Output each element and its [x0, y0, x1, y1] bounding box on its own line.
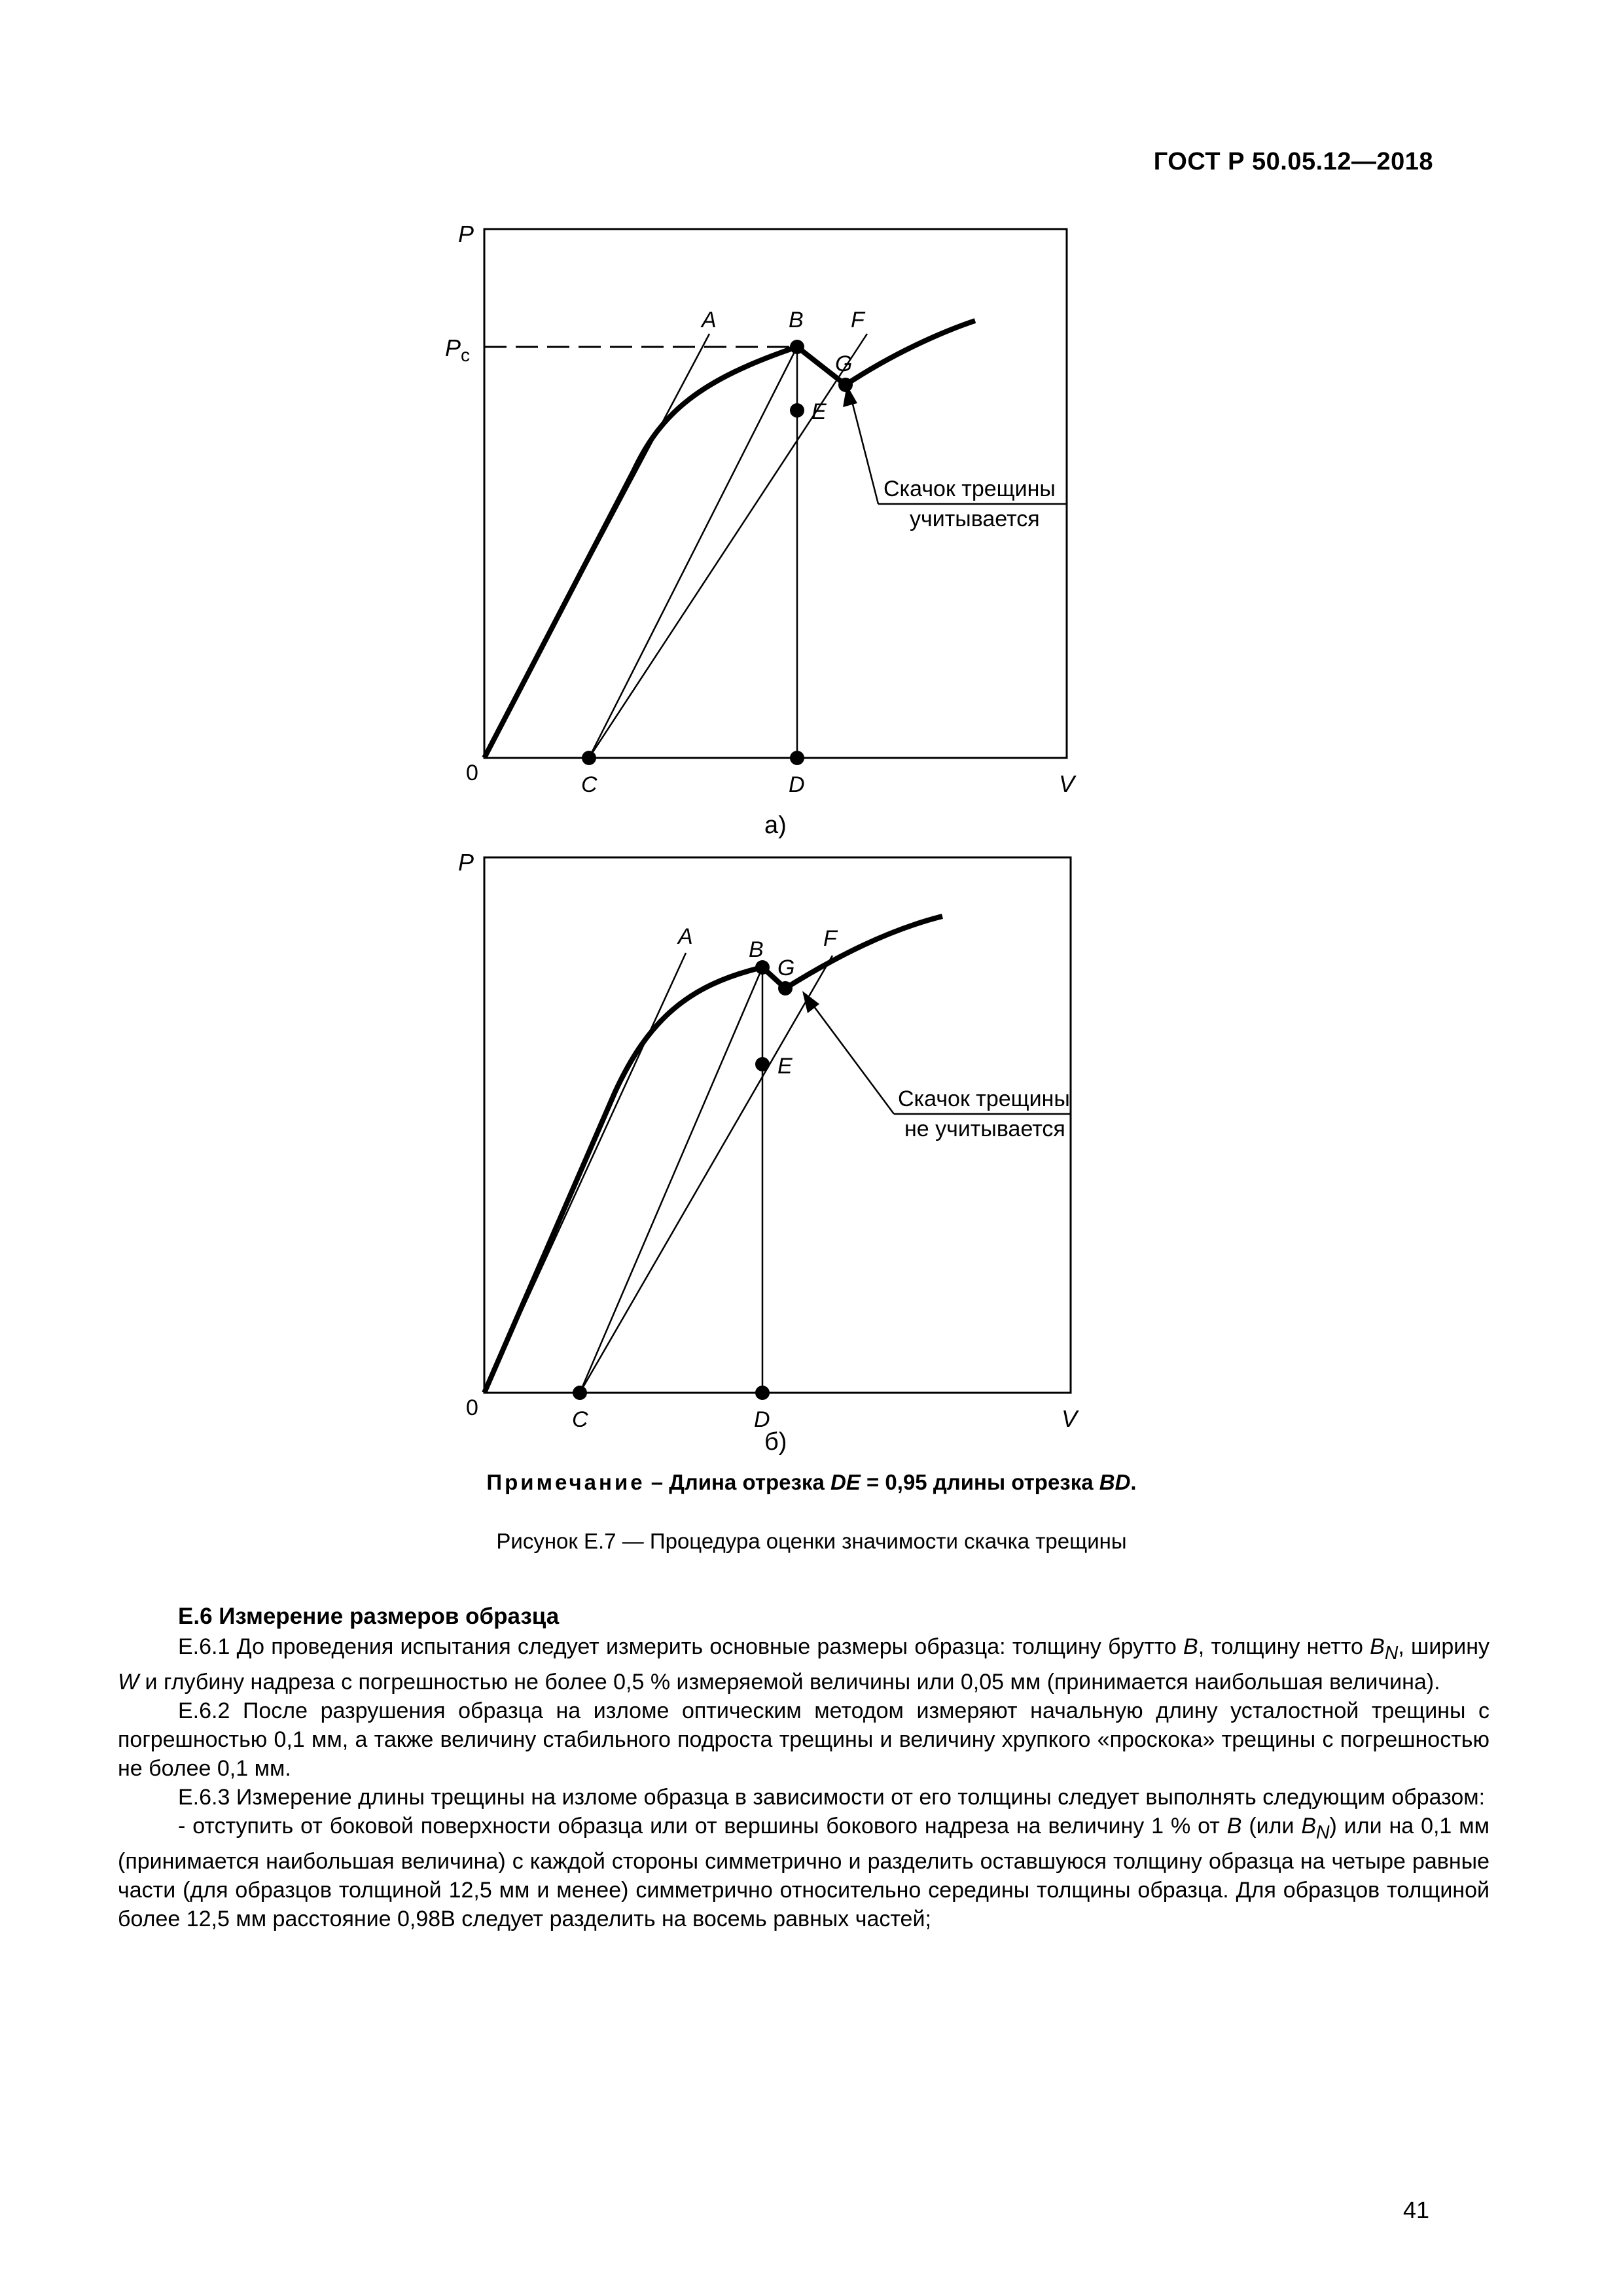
figure-panel-b	[432, 844, 1139, 1427]
x-axis-label: V	[1061, 1405, 1078, 1427]
line-CB	[589, 347, 797, 758]
point-B	[790, 340, 804, 354]
point-D	[790, 751, 804, 765]
callout-line-1: Скачок трещины	[898, 1086, 1070, 1111]
panel-a-sublabel: а)	[764, 812, 787, 839]
figure-note: Примечание – Длина отрезка DE = 0,95 длины отрезка BD.	[486, 1470, 1137, 1494]
line-CF	[589, 334, 867, 758]
label-E: E	[777, 1054, 793, 1079]
y-axis-label: P	[458, 849, 474, 876]
label-G: G	[835, 351, 853, 376]
standard-header: ГОСТ Р 50.05.12—2018	[1153, 148, 1433, 175]
callout-line-2: учитывается	[910, 507, 1040, 531]
paragraph-e6-3-item: - отступить от боковой поверхности образца или от вершины бокового надреза на величину 1 % от B (или $B_N$) или на 0,1 мм (принимается наибольшая величина) с каждой стороны симметрично и разделить оставшуюся толщину образца на четыре равные части (для образцов толщиной 12,5 мм и менее) симметрично относительно середины толщины образца. Для образцов толщиной более 12,5 мм расстояние 0,98В следует разделить на восемь равных частей;	[118, 1813, 1489, 1931]
label-E: E	[812, 399, 827, 424]
panel-b-sublabel: б)	[764, 1428, 787, 1456]
point-G	[778, 981, 793, 996]
label-B: B	[789, 308, 804, 332]
point-B	[755, 960, 770, 975]
pc-label: $P_c$	[445, 334, 471, 365]
x-axis-label: V	[1059, 770, 1075, 797]
point-E	[755, 1057, 770, 1071]
callout-line-2: не учитывается	[904, 1117, 1065, 1141]
origin-label: 0	[466, 761, 478, 785]
origin-label: 0	[466, 1395, 478, 1420]
label-D: D	[754, 1407, 770, 1427]
load-curve	[484, 321, 975, 758]
load-curve	[484, 916, 942, 1393]
label-A: A	[678, 924, 693, 949]
line-CB	[580, 967, 762, 1393]
point-C	[573, 1386, 587, 1400]
paragraph-e6-1: Е.6.1 До проведения испытания следует измерить основные размеры образца: толщину брутто B, толщину нетто $B_N$, ширину W и глубину надреза с погрешностью не более 0,5 % измеряемой величины или 0,05 мм (принимается наибольшая величина).	[118, 1634, 1489, 1695]
line-CF	[580, 956, 832, 1393]
label-C: C	[581, 772, 597, 797]
callout-leader	[810, 1001, 894, 1114]
figure-panel-a	[432, 216, 1139, 805]
paragraph-e6-2: Е.6.2 После разрушения образца на изломе оптическим методом измеряют начальную длину усталостной трещины с погрешностью 0,1 мм, а также величину стабильного подроста трещины и величину хрупкого «проскока» трещины с погрешностью не более 0,1 мм.	[118, 1698, 1489, 1781]
y-axis-label: P	[458, 221, 474, 247]
label-F: F	[823, 926, 837, 951]
callout-leader	[851, 397, 878, 504]
label-A: A	[702, 308, 717, 332]
point-D	[755, 1386, 770, 1400]
label-D: D	[789, 772, 805, 797]
section-heading: Е.6 Измерение размеров образца	[178, 1604, 560, 1629]
point-G	[838, 378, 853, 392]
callout-line-1: Скачок трещины	[883, 476, 1056, 501]
label-C: C	[572, 1407, 588, 1427]
page-number: 41	[1402, 2197, 1429, 2223]
paragraph-e6-3: Е.6.3 Измерение длины трещины на изломе образца в зависимости от его толщины следует выполнять следующим образом:	[178, 1784, 1486, 1810]
point-C	[582, 751, 596, 765]
point-E	[790, 403, 804, 418]
label-B: B	[749, 937, 764, 962]
figure-caption: Рисунок Е.7 — Процедура оценки значимости скачка трещины	[496, 1529, 1127, 1553]
section-e6	[118, 1602, 1489, 1933]
label-G: G	[777, 956, 795, 980]
label-F: F	[851, 308, 865, 332]
